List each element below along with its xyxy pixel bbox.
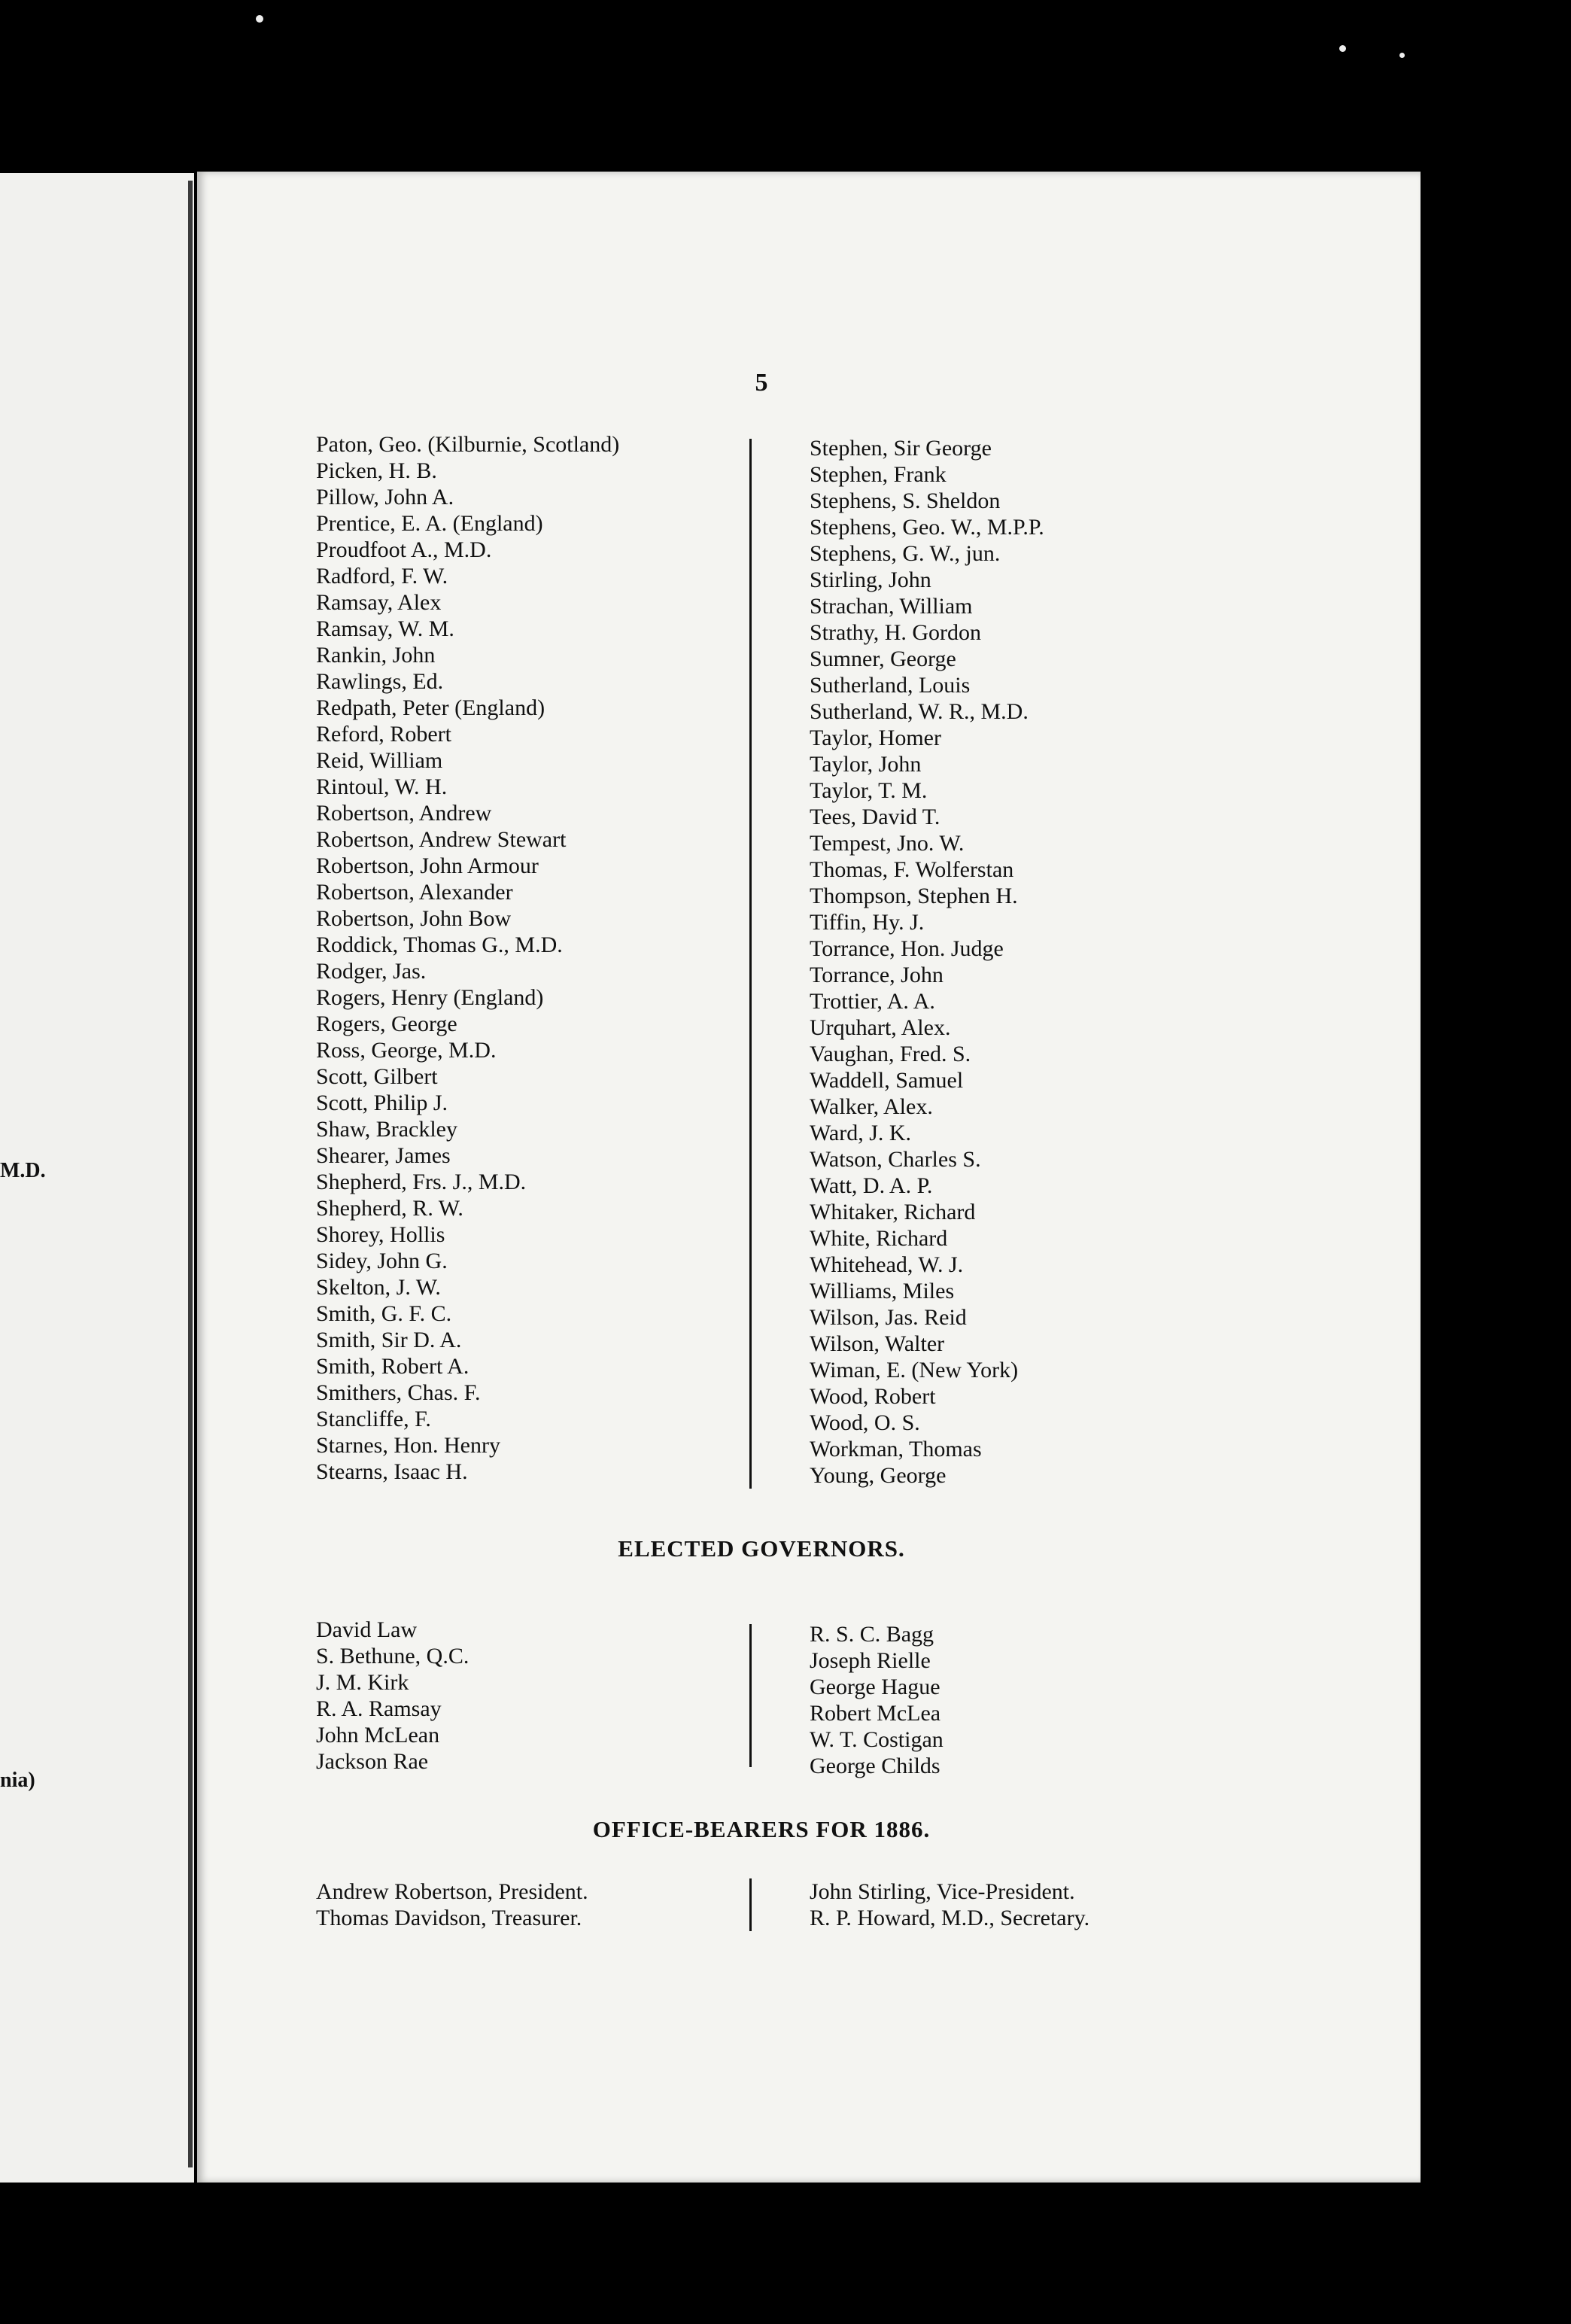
member-entry: Robertson, Andrew xyxy=(316,801,492,826)
members-list-left xyxy=(316,431,619,1485)
member-entry: Rogers, George xyxy=(316,1011,457,1036)
member-entry: Stirling, John xyxy=(810,567,931,592)
member-entry: Rankin, John xyxy=(316,643,436,668)
member-entry: Tempest, Jno. W. xyxy=(810,831,965,856)
member-entry: White, Richard xyxy=(810,1226,948,1251)
member-entry: Robertson, John Armour xyxy=(316,853,539,878)
member-entry: Williams, Miles xyxy=(810,1279,955,1303)
member-entry: Stephens, G. W., jun. xyxy=(810,541,1001,566)
member-entry: Stephen, Frank xyxy=(810,462,947,487)
governor-entry: R. S. C. Bagg xyxy=(810,1622,934,1647)
governor-entry: George Hague xyxy=(810,1675,940,1699)
governor-entry: John McLean xyxy=(316,1723,440,1748)
document-page xyxy=(197,172,1421,2183)
member-entry: Sutherland, Louis xyxy=(810,673,971,698)
member-entry: Smith, Sir D. A. xyxy=(316,1328,462,1352)
governor-entry: David Law xyxy=(316,1617,418,1642)
member-entry: Waddell, Samuel xyxy=(810,1068,964,1093)
member-entry: Sumner, George xyxy=(810,646,956,671)
governor-entry: R. A. Ramsay xyxy=(316,1696,442,1721)
member-entry: Scott, Philip J. xyxy=(316,1091,448,1115)
member-entry: Trottier, A. A. xyxy=(810,989,935,1014)
member-entry: Shorey, Hollis xyxy=(316,1222,445,1247)
governors-list-right xyxy=(810,1621,944,1779)
left-page-text-fragment: M.D. xyxy=(0,1159,46,1182)
member-entry: Stephens, Geo. W., M.P.P. xyxy=(810,515,1044,540)
member-entry: Smith, G. F. C. xyxy=(316,1301,452,1326)
elected-governors-heading: ELECTED GOVERNORS. xyxy=(618,1535,905,1562)
governor-entry: J. M. Kirk xyxy=(316,1670,409,1695)
member-entry: Stephens, S. Sheldon xyxy=(810,488,1001,513)
left-page-text-fragment: nia) xyxy=(0,1769,35,1792)
member-entry: Stephen, Sir George xyxy=(810,436,992,461)
member-entry: Wood, Robert xyxy=(810,1384,936,1409)
column-divider xyxy=(749,1624,752,1767)
member-entry: Watson, Charles S. xyxy=(810,1147,981,1172)
member-entry: Thompson, Stephen H. xyxy=(810,884,1018,908)
member-entry: Smith, Robert A. xyxy=(316,1354,469,1379)
member-entry: Taylor, John xyxy=(810,752,922,777)
member-entry: Thomas, F. Wolferstan xyxy=(810,857,1014,882)
members-list-right xyxy=(810,435,1044,1489)
member-entry: Skelton, J. W. xyxy=(316,1275,441,1300)
member-entry: Shepherd, R. W. xyxy=(316,1196,463,1221)
member-entry: Wilson, Walter xyxy=(810,1331,945,1356)
office-bearer-entry: R. P. Howard, M.D., Secretary. xyxy=(810,1906,1090,1930)
member-entry: Paton, Geo. (Kilburnie, Scotland) xyxy=(316,432,620,457)
member-entry: Torrance, Hon. Judge xyxy=(810,936,1004,961)
office-bearers-list-right xyxy=(810,1878,1089,1931)
member-entry: Walker, Alex. xyxy=(810,1094,933,1119)
member-entry: Prentice, E. A. (England) xyxy=(316,511,543,536)
scan-speck xyxy=(1399,53,1405,58)
member-entry: Strachan, William xyxy=(810,594,973,619)
member-entry: Watt, D. A. P. xyxy=(810,1173,933,1198)
member-entry: Robertson, Andrew Stewart xyxy=(316,827,567,852)
governor-entry: Robert McLea xyxy=(810,1701,941,1726)
member-entry: Wiman, E. (New York) xyxy=(810,1358,1019,1383)
office-bearer-entry: John Stirling, Vice-President. xyxy=(810,1879,1075,1904)
page-number: 5 xyxy=(755,369,768,397)
member-entry: Stancliffe, F. xyxy=(316,1407,431,1431)
member-entry: Roddick, Thomas G., M.D. xyxy=(316,932,563,957)
member-entry: Stearns, Isaac H. xyxy=(316,1459,468,1484)
member-entry: Sidey, John G. xyxy=(316,1249,448,1273)
column-divider xyxy=(749,1878,752,1931)
member-entry: Ramsay, Alex xyxy=(316,590,442,615)
member-entry: Whitehead, W. J. xyxy=(810,1252,964,1277)
member-entry: Scott, Gilbert xyxy=(316,1064,438,1089)
office-bearer-entry: Andrew Robertson, President. xyxy=(316,1879,588,1904)
member-entry: Tiffin, Hy. J. xyxy=(810,910,925,935)
member-entry: Urquhart, Alex. xyxy=(810,1015,951,1040)
member-entry: Robertson, John Bow xyxy=(316,906,512,931)
governor-entry: Joseph Rielle xyxy=(810,1648,931,1673)
governor-entry: W. T. Costigan xyxy=(810,1727,944,1752)
column-divider xyxy=(749,439,752,1489)
page-gutter xyxy=(188,181,193,2167)
member-entry: Smithers, Chas. F. xyxy=(316,1380,481,1405)
scan-speck xyxy=(256,15,263,23)
member-entry: Sutherland, W. R., M.D. xyxy=(810,699,1029,724)
scan-speck xyxy=(1339,45,1346,52)
member-entry: Shaw, Brackley xyxy=(316,1117,457,1142)
member-entry: Vaughan, Fred. S. xyxy=(810,1042,971,1066)
member-entry: Reid, William xyxy=(316,748,443,773)
member-entry: Wilson, Jas. Reid xyxy=(810,1305,967,1330)
office-bearer-entry: Thomas Davidson, Treasurer. xyxy=(316,1906,582,1930)
member-entry: Shepherd, Frs. J., M.D. xyxy=(316,1170,527,1194)
member-entry: Tees, David T. xyxy=(810,805,940,829)
member-entry: Ross, George, M.D. xyxy=(316,1038,497,1063)
member-entry: Ward, J. K. xyxy=(810,1121,912,1145)
member-entry: Proudfoot A., M.D. xyxy=(316,537,492,562)
office-bearers-heading: OFFICE-BEARERS FOR 1886. xyxy=(592,1816,931,1842)
member-entry: Ramsay, W. M. xyxy=(316,616,454,641)
member-entry: Taylor, Homer xyxy=(810,725,941,750)
member-entry: Torrance, John xyxy=(810,963,944,987)
governors-list-left xyxy=(316,1617,469,1775)
member-entry: Reford, Robert xyxy=(316,722,451,747)
member-entry: Wood, O. S. xyxy=(810,1410,920,1435)
governor-entry: George Childs xyxy=(810,1754,940,1778)
member-entry: Taylor, T. M. xyxy=(810,778,928,803)
member-entry: Starnes, Hon. Henry xyxy=(316,1433,500,1458)
governor-entry: Jackson Rae xyxy=(316,1749,429,1774)
governor-entry: S. Bethune, Q.C. xyxy=(316,1644,469,1668)
member-entry: Rogers, Henry (England) xyxy=(316,985,544,1010)
member-entry: Rawlings, Ed. xyxy=(316,669,444,694)
member-entry: Young, George xyxy=(810,1463,947,1488)
member-entry: Picken, H. B. xyxy=(316,458,437,483)
member-entry: Strathy, H. Gordon xyxy=(810,620,982,645)
member-entry: Robertson, Alexander xyxy=(316,880,513,905)
office-bearers-list-left xyxy=(316,1878,588,1931)
member-entry: Rintoul, W. H. xyxy=(316,774,448,799)
member-entry: Radford, F. W. xyxy=(316,564,448,589)
member-entry: Rodger, Jas. xyxy=(316,959,427,984)
member-entry: Shearer, James xyxy=(316,1143,451,1168)
member-entry: Pillow, John A. xyxy=(316,485,454,510)
member-entry: Whitaker, Richard xyxy=(810,1200,976,1224)
member-entry: Workman, Thomas xyxy=(810,1437,982,1462)
member-entry: Redpath, Peter (England) xyxy=(316,695,545,720)
